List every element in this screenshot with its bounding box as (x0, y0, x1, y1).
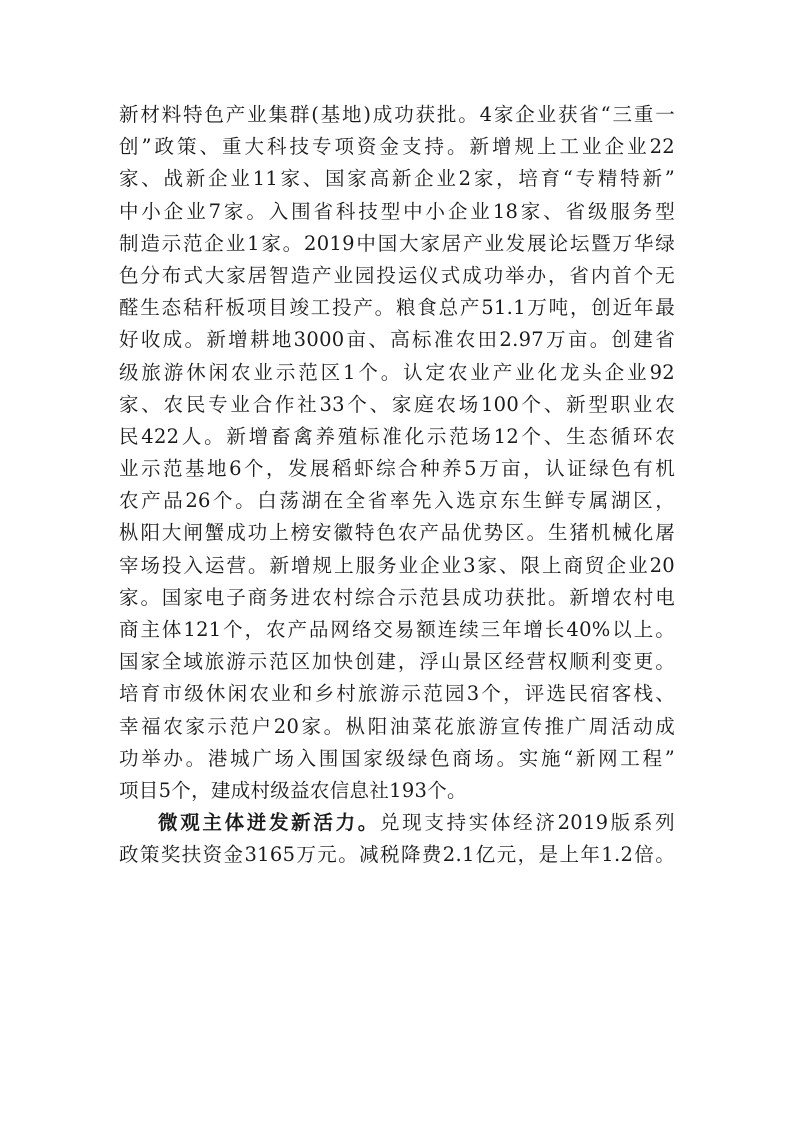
text-line: 业示范基地6个，发展稻虾综合种养5万亩，认证绿色有机 (119, 457, 675, 481)
text-line: 制造示范企业1家。2019中国大家居产业发展论坛暨万华绿 (119, 231, 675, 255)
text-line (119, 807, 675, 839)
text-line: 创”政策、重大科技专项资金支持。新增规上工业企业22 (119, 135, 675, 159)
text-line: 中小企业7家。入围省科技型中小企业18家、省级服务型 (119, 199, 675, 223)
text-line: 枞阳大闸蟹成功上榜安徽特色农产品优势区。生猪机械化屠 (119, 521, 675, 545)
text-line: 宰场投入运营。新增规上服务业企业3家、限上商贸企业20 (119, 553, 675, 577)
text-line: 功举办。港城广场入围国家级绿色商场。实施“新网工程” (119, 746, 675, 770)
body-text (119, 99, 675, 872)
text-line: 幸福农家示范户20家。枞阳油菜花旅游宣传推广周活动成 (119, 714, 675, 738)
text-line: 醛生态秸秆板项目竣工投产。粮食总产51.1万吨，创近年最 (119, 296, 675, 320)
text-line: 民422人。新增畜禽养殖标准化示范场12个、生态循环农 (119, 424, 675, 448)
text-line: 级旅游休闲农业示范区1个。认定农业产业化龙头企业92 (119, 360, 675, 384)
text-line: 商主体121个，农产品网络交易额连续三年增长40%以上。 (119, 618, 675, 641)
text-line: 新材料特色产业集群(基地)成功获批。4家企业获省“三重一 (119, 103, 675, 126)
text-line: 家、农民专业合作社33个、家庭农场100个、新型职业农 (119, 392, 675, 416)
text-line: 家。国家电子商务进农村综合示范县成功获批。新增农村电 (119, 585, 675, 609)
paragraph-text: 兑现支持实体经济2019版系列 (379, 811, 675, 835)
text-line: 培育市级休闲农业和乡村旅游示范园3个，评选民宿客栈、 (119, 682, 675, 706)
text-line: 好收成。新增耕地3000亩、高标准农田2.97万亩。创建省 (119, 328, 675, 352)
text-line: 家、战新企业11家、国家高新企业2家，培育“专精特新” (119, 167, 675, 191)
text-line: 政策奖扶资金3165万元。减税降费2.1亿元，是上年1.2倍。 (119, 843, 675, 867)
text-line: 项目5个，建成村级益农信息社193个。 (119, 778, 467, 802)
paragraph-lead-heading: 微观主体迸发新活力。 (158, 811, 380, 835)
text-line: 农产品26个。白荡湖在全省率先入选京东生鲜专属湖区， (119, 489, 675, 513)
text-line: 国家全域旅游示范区加快创建，浮山景区经营权顺利变更。 (119, 650, 675, 674)
paragraph-2 (119, 807, 675, 871)
text-line: 色分布式大家居智造产业园投运仪式成功举办，省内首个无 (119, 263, 675, 287)
paragraph-1 (119, 99, 675, 807)
